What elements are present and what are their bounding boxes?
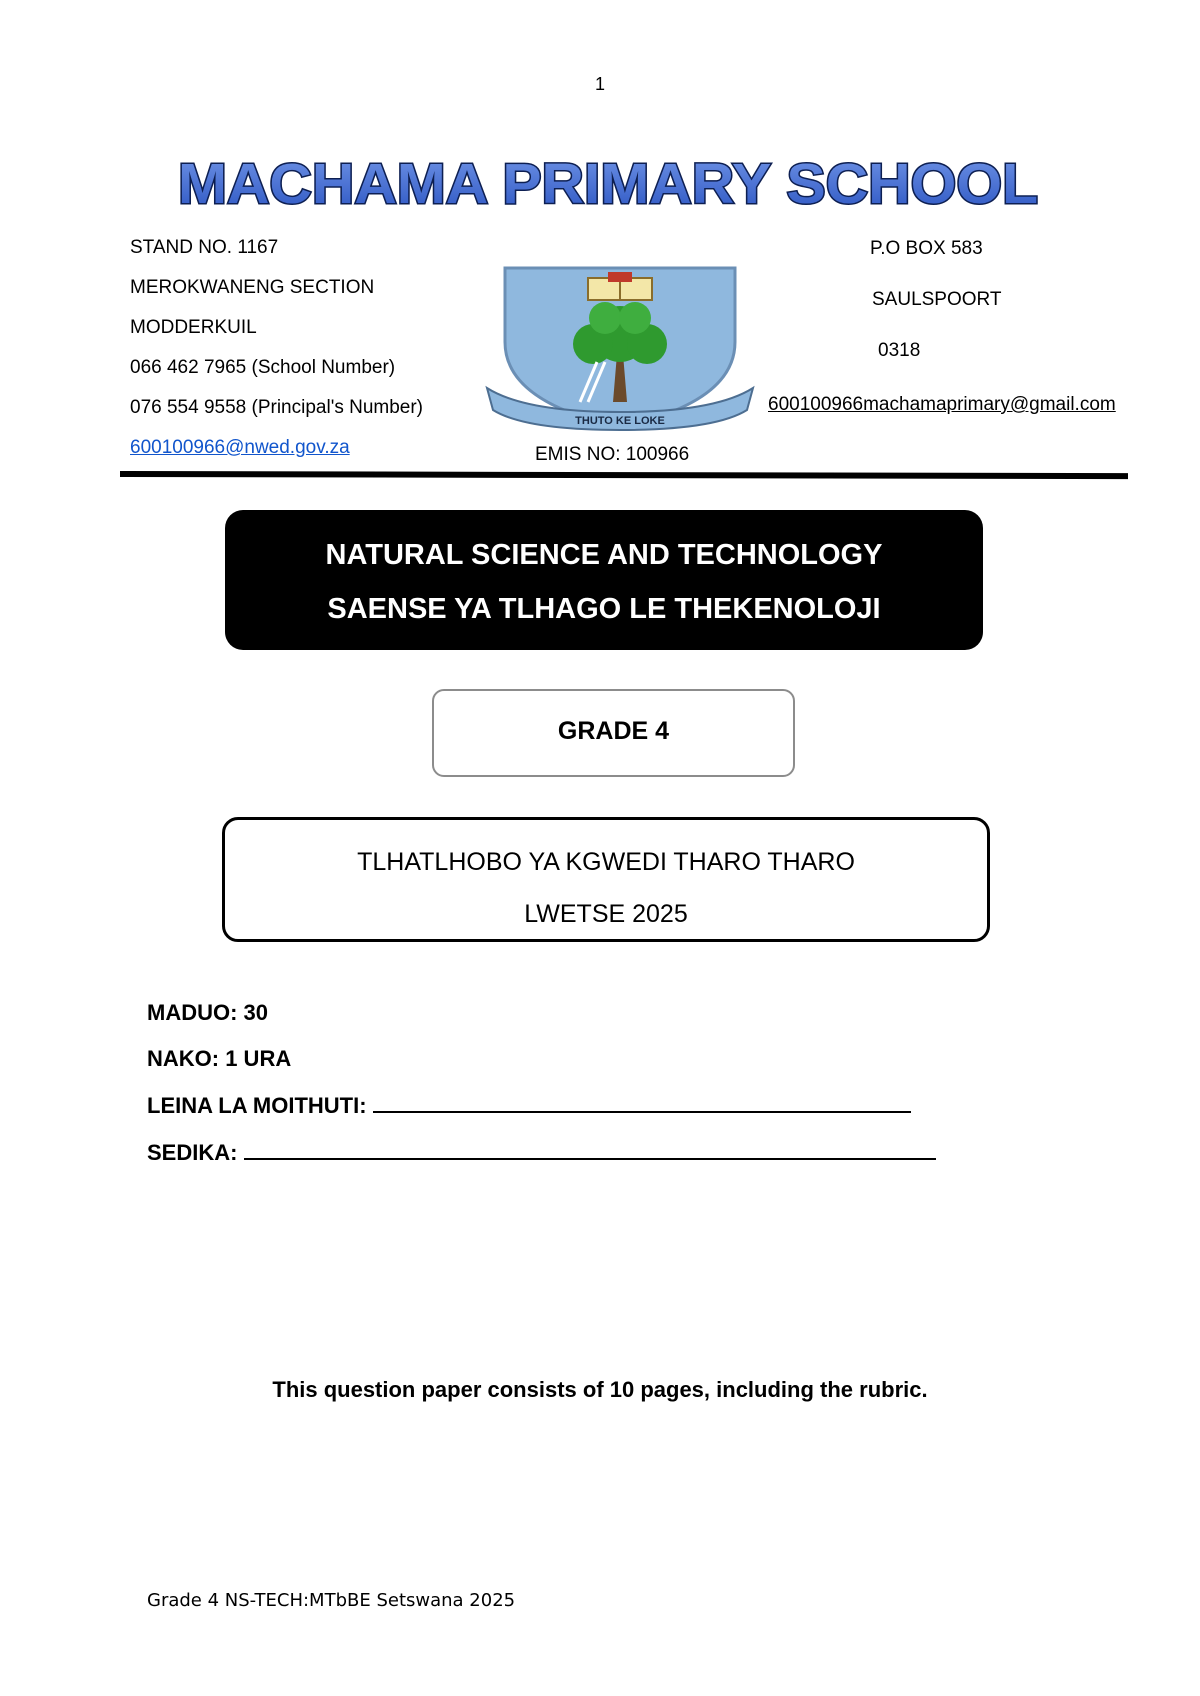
principal-phone: 076 554 9558 (Principal's Number)	[130, 397, 424, 418]
assessment-date: LWETSE 2025	[524, 900, 688, 928]
header-divider	[120, 471, 1128, 479]
crest-motto: THUTO KE LOKE	[575, 415, 665, 427]
marks-label: MADUO: 30	[147, 1000, 269, 1025]
school-gmail[interactable]: 600100966machamaprimary@gmail.com	[768, 394, 1116, 415]
town-name: MODDERKUIL	[130, 317, 257, 338]
section-name: MEROKWANENG SECTION	[130, 277, 375, 298]
learner-name-label: LEINA LA MOITHUTI:	[147, 1093, 367, 1118]
page-number: 1	[594, 74, 605, 94]
stand-number: STAND NO. 1167	[130, 237, 279, 258]
subject-title-box	[225, 510, 983, 650]
grade-box: GRADE 4	[432, 689, 795, 777]
school-email-link[interactable]: 600100966@nwed.gov.za	[130, 437, 350, 458]
school-row	[147, 1140, 936, 1166]
school-postal-details-left	[130, 228, 423, 468]
learner-name-row	[147, 1093, 911, 1119]
school-name-heading	[168, 148, 1048, 218]
pages-note: This question paper consists of 10 pages, including the rubric.	[272, 1377, 928, 1402]
emis-number: EMIS NO: 100966	[535, 444, 690, 465]
school-name-text: MACHAMA PRIMARY SCHOOL	[178, 152, 1038, 216]
po-box: P.O BOX 583	[870, 238, 983, 259]
learner-name-field[interactable]	[373, 1095, 911, 1113]
school-field[interactable]	[244, 1142, 936, 1160]
assessment-box	[222, 817, 990, 942]
time-label: NAKO: 1 URA	[147, 1046, 292, 1071]
assessment-title: TLHATLHOBO YA KGWEDI THARO THARO	[357, 848, 855, 876]
page-footer: Grade 4 NS-TECH:MTbBE Setswana 2025	[147, 1590, 516, 1611]
subject-english: NATURAL SCIENCE AND TECHNOLOGY	[325, 539, 883, 571]
subject-setswana: SAENSE YA TLHAGO LE THEKENOLOJI	[327, 593, 881, 625]
school-crest-logo	[485, 262, 755, 432]
city-name: SAULSPOORT	[872, 289, 1002, 310]
school-phone: 066 462 7965 (School Number)	[130, 357, 396, 378]
school-label: SEDIKA:	[147, 1140, 238, 1165]
postal-code: 0318	[878, 340, 921, 361]
